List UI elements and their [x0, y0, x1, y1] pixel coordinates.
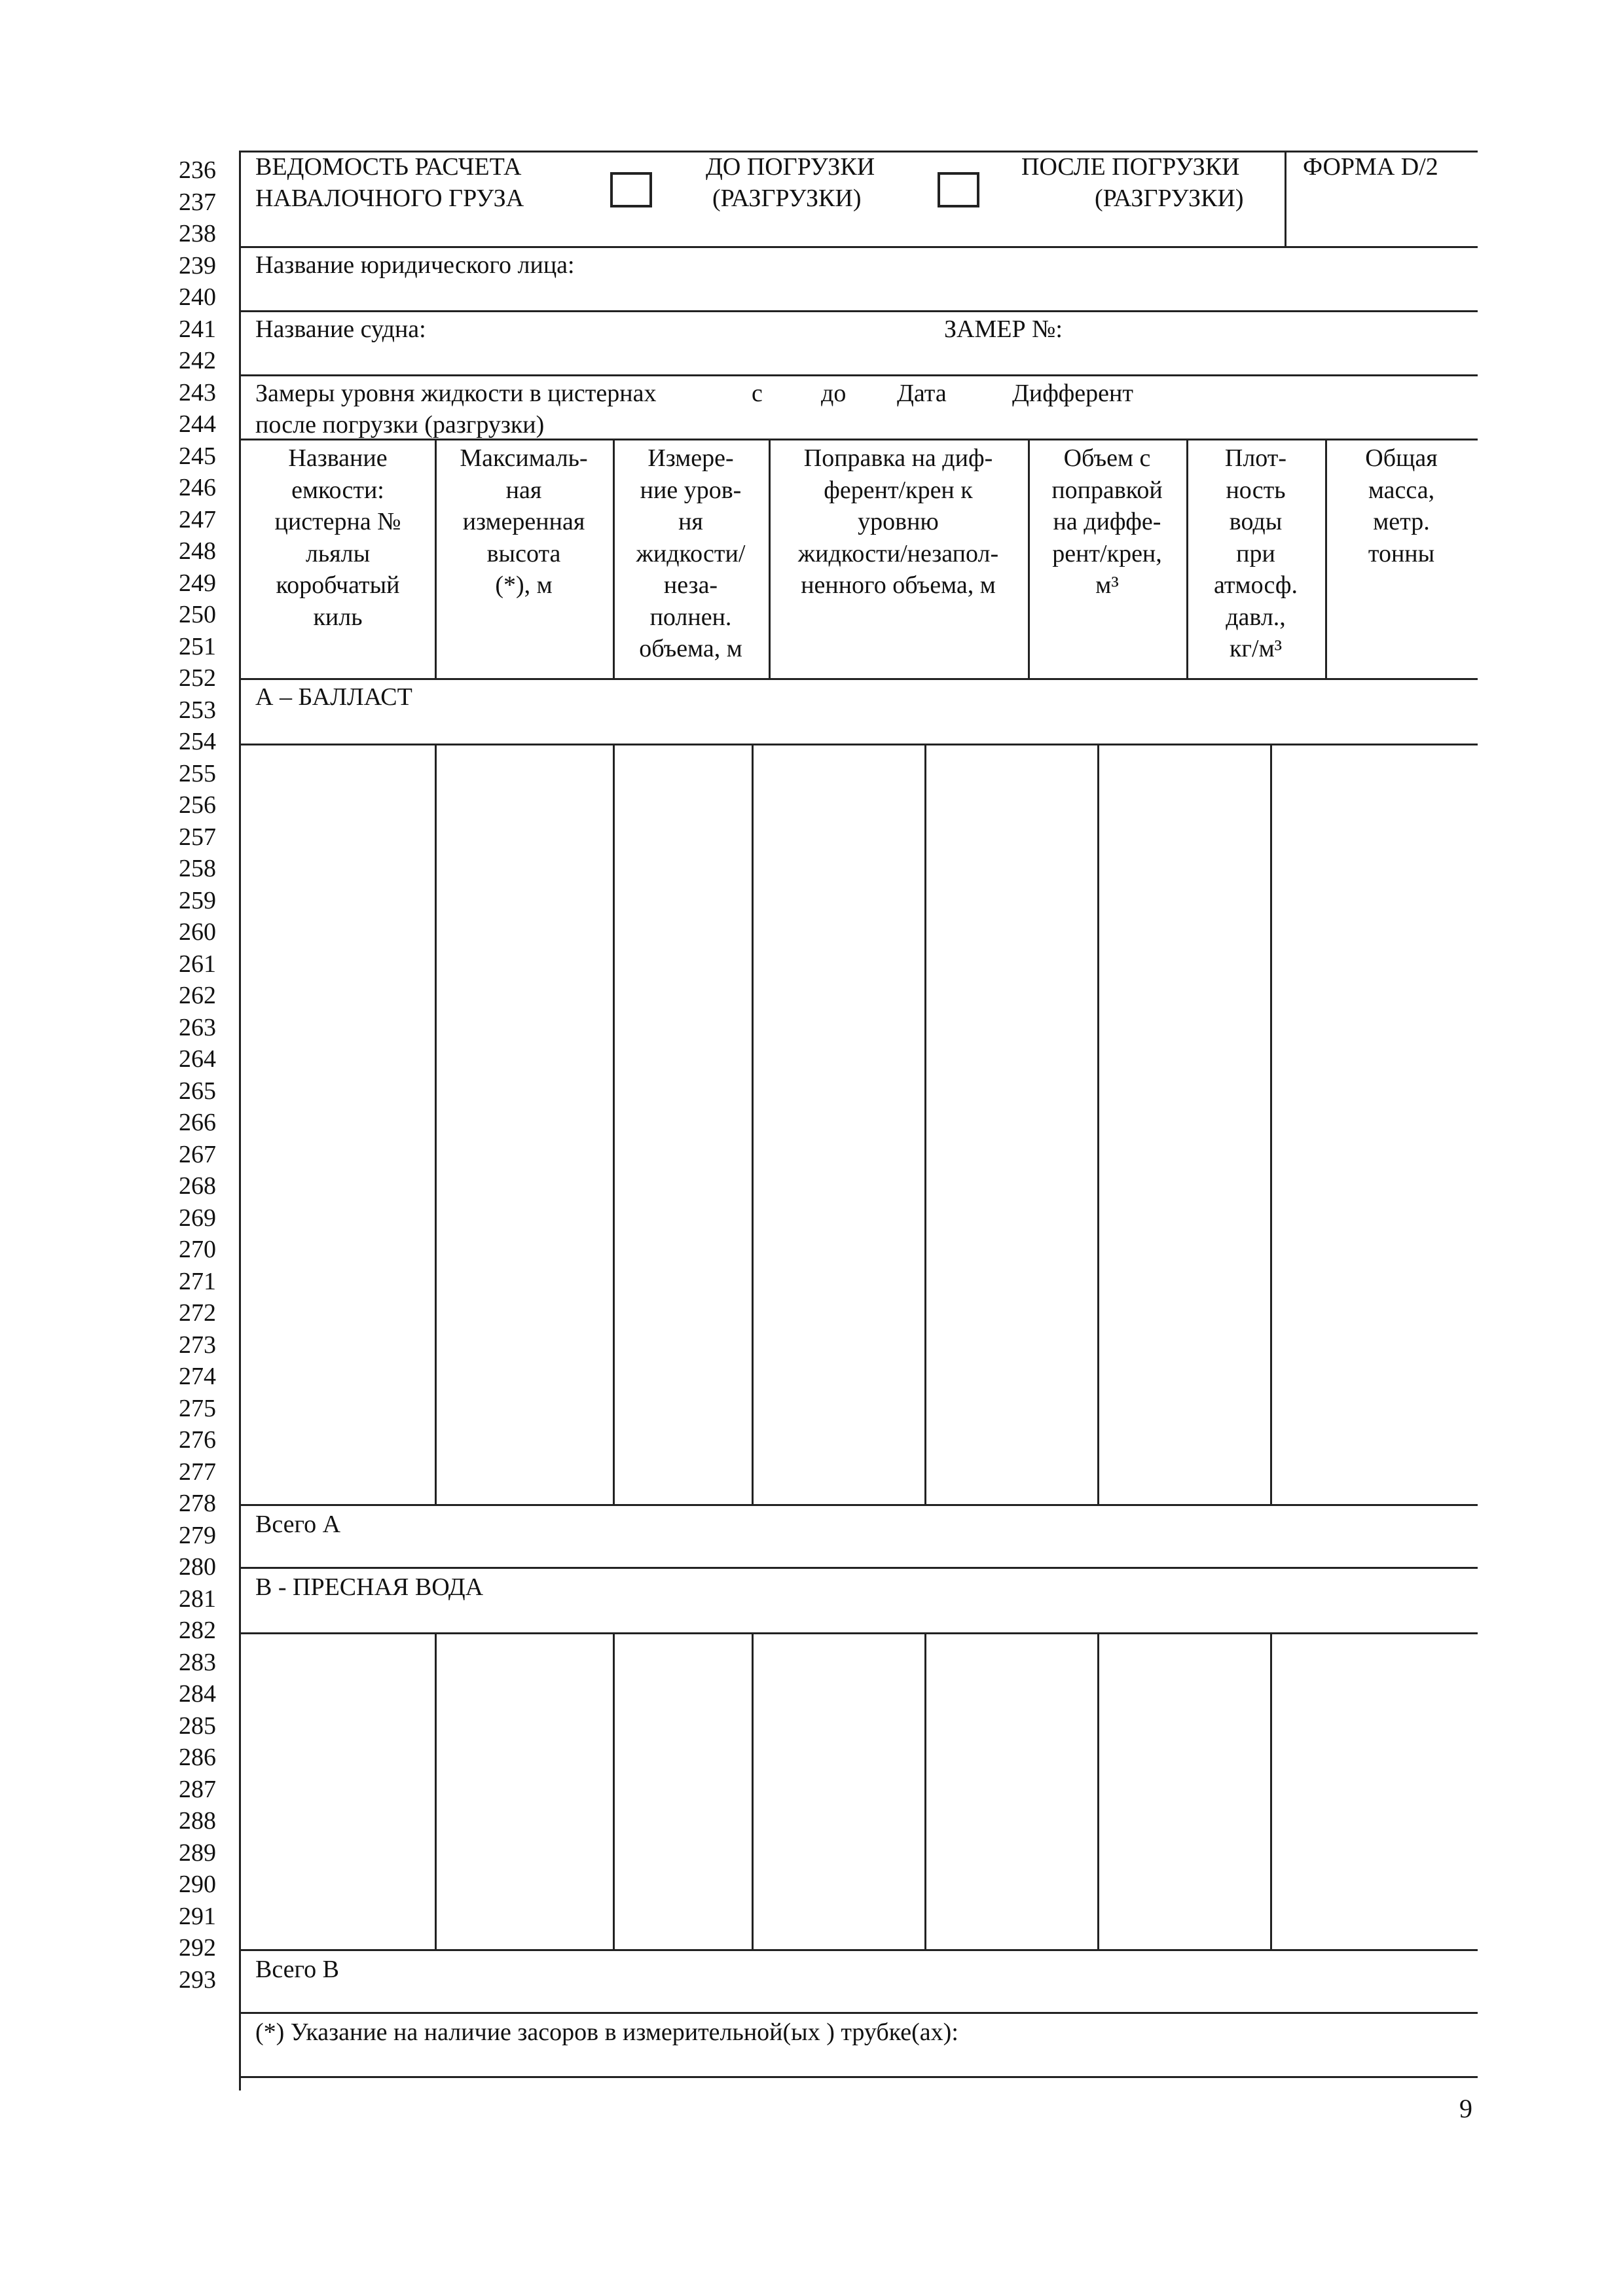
column-header-line: Измере-	[647, 444, 734, 472]
column-header-line: емкости:	[291, 476, 384, 504]
column-header-5	[1028, 442, 1186, 601]
column-header-7	[1325, 442, 1478, 569]
column-header-1	[241, 442, 435, 633]
ballast-grid-divider	[924, 744, 926, 1505]
legal-entity-label: Название юридического лица:	[255, 251, 575, 279]
column-header-line: атмосф.	[1214, 571, 1298, 599]
levels-date: Дата	[897, 380, 947, 407]
rule-below-ballast-grid	[239, 1504, 1478, 1506]
line-number: 271	[179, 1267, 216, 1295]
line-number: 278	[179, 1490, 216, 1517]
line-number: 283	[179, 1648, 216, 1676]
form-title-line1: ВЕДОМОСТЬ РАСЧЕТА	[255, 153, 522, 181]
column-header-line: воды	[1229, 508, 1283, 535]
column-header-line: Максималь-	[460, 444, 588, 472]
column-header-line: ферент/крен к	[824, 476, 973, 504]
line-number: 236	[179, 156, 216, 184]
measurement-number-label: ЗАМЕР №:	[944, 315, 1063, 343]
line-number: 285	[179, 1712, 216, 1740]
column-header-line: ние уров-	[640, 476, 742, 504]
line-number: 257	[179, 823, 216, 851]
line-number: 250	[179, 601, 216, 628]
rule-below-header	[239, 246, 1478, 248]
form-bottom-border	[239, 2076, 1478, 2078]
form-code: ФОРМА D/2	[1303, 153, 1438, 181]
column-header-line: при	[1236, 539, 1275, 567]
column-header-2	[435, 442, 613, 601]
line-number: 289	[179, 1839, 216, 1867]
line-number: 281	[179, 1585, 216, 1613]
fresh-water-section-title: В - ПРЕСНАЯ ВОДА	[255, 1573, 484, 1601]
column-header-line: объема, м	[639, 635, 742, 662]
line-number: 253	[179, 696, 216, 724]
line-number: 255	[179, 759, 216, 787]
after-loading-label-line2: (РАЗГРУЗКИ)	[1095, 185, 1244, 212]
column-header-line: кг/м³	[1229, 635, 1283, 662]
line-number: 248	[179, 537, 216, 565]
line-number: 277	[179, 1458, 216, 1486]
column-header-line: неза-	[663, 571, 718, 599]
line-number: 245	[179, 442, 216, 470]
line-number: 244	[179, 410, 216, 438]
line-number: 240	[179, 283, 216, 311]
column-header-line: Плот-	[1224, 444, 1287, 472]
line-number: 275	[179, 1394, 216, 1422]
line-number: 249	[179, 569, 216, 597]
header-column-divider	[1325, 439, 1327, 679]
column-header-line: ность	[1226, 476, 1286, 504]
column-header-6	[1186, 442, 1325, 665]
column-header-line: жидкости/незапол-	[797, 539, 999, 567]
column-header-line: цистерна №	[274, 508, 401, 535]
column-header-line: масса,	[1368, 476, 1435, 504]
line-number: 261	[179, 950, 216, 978]
column-header-line: высота	[486, 539, 561, 567]
line-number: 270	[179, 1236, 216, 1263]
ballast-grid-divider	[613, 744, 615, 1505]
rule-below-ballast-total	[239, 1567, 1478, 1569]
rule-above-column-headers	[239, 439, 1478, 440]
column-header-line: м³	[1095, 571, 1119, 599]
header-divider	[1285, 151, 1286, 247]
column-header-4	[769, 442, 1028, 601]
column-header-3	[613, 442, 769, 665]
column-header-line: коробчатый	[276, 571, 400, 599]
line-number: 274	[179, 1363, 216, 1390]
line-number: 267	[179, 1140, 216, 1168]
fresh-water-grid-divider	[1097, 1632, 1099, 1950]
header-column-divider	[1028, 439, 1030, 679]
line-number: 262	[179, 982, 216, 1009]
line-number: 246	[179, 474, 216, 501]
line-number: 269	[179, 1204, 216, 1232]
fresh-water-grid-divider	[1270, 1632, 1272, 1950]
line-number: 272	[179, 1299, 216, 1327]
column-header-line: (*), м	[495, 571, 553, 599]
column-header-line: Общая	[1365, 444, 1438, 472]
rule-below-fresh-water-total	[239, 2012, 1478, 2014]
blockage-footnote: (*) Указание на наличие засоров в измерительной(ых ) трубке(ах):	[255, 2018, 958, 2046]
before-loading-label-line2: (РАЗГРУЗКИ)	[712, 185, 862, 212]
ballast-grid-divider	[752, 744, 754, 1505]
column-header-line: льялы	[305, 539, 371, 567]
levels-from: с	[752, 380, 763, 407]
line-number: 242	[179, 347, 216, 374]
line-number: 288	[179, 1807, 216, 1835]
ballast-section-title: А – БАЛЛАСТ	[255, 683, 412, 711]
form-title-line2: НАВАЛОЧНОГО ГРУЗА	[255, 185, 524, 212]
line-number: 241	[179, 315, 216, 343]
column-header-line: уровню	[858, 508, 939, 535]
form-left-border	[239, 151, 241, 2090]
levels-trim: Дифферент	[1012, 380, 1133, 407]
after-loading-label-line1: ПОСЛЕ ПОГРУЗКИ	[1021, 153, 1240, 181]
column-header-line: Название	[288, 444, 388, 472]
column-header-line: жидкости/	[636, 539, 746, 567]
line-number: 276	[179, 1426, 216, 1454]
line-number: 273	[179, 1331, 216, 1359]
page-number: 9	[1459, 2094, 1472, 2123]
column-header-line: ненного объема, м	[801, 571, 996, 599]
rule-above-fresh-water-grid	[239, 1632, 1478, 1634]
column-header-line: полнен.	[649, 603, 732, 631]
fresh-water-grid-divider	[435, 1632, 437, 1950]
header-column-divider	[435, 439, 437, 679]
line-number: 259	[179, 886, 216, 914]
line-number: 239	[179, 251, 216, 279]
line-number: 284	[179, 1680, 216, 1708]
line-number: 268	[179, 1172, 216, 1200]
column-header-line: на диффе-	[1053, 508, 1161, 535]
column-header-line: измеренная	[462, 508, 585, 535]
line-number: 251	[179, 632, 216, 660]
rule-above-ballast-grid	[239, 744, 1478, 745]
line-number: 286	[179, 1744, 216, 1771]
column-header-line: киль	[313, 603, 363, 631]
line-number: 252	[179, 664, 216, 692]
fresh-water-grid-divider	[752, 1632, 754, 1950]
column-header-line: тонны	[1368, 539, 1435, 567]
column-header-line: поправкой	[1051, 476, 1163, 504]
fresh-water-grid-divider	[613, 1632, 615, 1950]
line-number: 293	[179, 1965, 216, 1994]
line-number: 280	[179, 1553, 216, 1581]
line-number: 237	[179, 188, 216, 216]
rule-below-fresh-water-grid	[239, 1949, 1478, 1951]
column-header-line: ная	[505, 476, 542, 504]
column-header-line: Объем с	[1063, 444, 1151, 472]
line-number: 264	[179, 1045, 216, 1073]
line-number: 292	[179, 1934, 216, 1962]
levels-label: Замеры уровня жидкости в цистернах	[255, 380, 657, 407]
line-number: 279	[179, 1521, 216, 1549]
fresh-water-grid-divider	[924, 1632, 926, 1950]
fresh-water-total-label: Всего В	[255, 1956, 340, 1983]
line-number: 260	[179, 918, 216, 946]
line-number: 266	[179, 1109, 216, 1136]
rule-below-legal-entity	[239, 310, 1478, 312]
vessel-name-label: Название судна:	[255, 315, 426, 343]
levels-after-loading: после погрузки (разгрузки)	[255, 411, 545, 439]
line-number: 254	[179, 728, 216, 755]
column-header-line: ня	[678, 508, 703, 535]
ballast-grid-divider	[1097, 744, 1099, 1505]
levels-to: до	[821, 380, 847, 407]
line-number: 263	[179, 1013, 216, 1041]
after-loading-checkbox[interactable]	[938, 172, 979, 207]
header-column-divider	[769, 439, 771, 679]
ballast-total-label: Всего А	[255, 1511, 341, 1538]
column-header-line: метр.	[1373, 508, 1430, 535]
line-number: 282	[179, 1617, 216, 1644]
before-loading-label-line1: ДО ПОГРУЗКИ	[706, 153, 875, 181]
line-number: 265	[179, 1077, 216, 1105]
line-number: 290	[179, 1871, 216, 1898]
line-number: 287	[179, 1775, 216, 1803]
line-number: 247	[179, 505, 216, 533]
rule-below-column-headers	[239, 678, 1478, 680]
line-number: 258	[179, 855, 216, 882]
ballast-grid-divider	[435, 744, 437, 1505]
line-number: 256	[179, 791, 216, 819]
header-column-divider	[613, 439, 615, 679]
ballast-grid-divider	[1270, 744, 1272, 1505]
line-number: 238	[179, 220, 216, 247]
before-loading-checkbox[interactable]	[610, 172, 652, 207]
column-header-line: рент/крен,	[1052, 539, 1162, 567]
header-column-divider	[1186, 439, 1188, 679]
column-header-line: давл.,	[1226, 603, 1286, 631]
column-header-line: Поправка на диф-	[803, 444, 993, 472]
line-number: 243	[179, 378, 216, 406]
rule-below-vessel	[239, 374, 1478, 376]
line-number: 291	[179, 1902, 216, 1930]
